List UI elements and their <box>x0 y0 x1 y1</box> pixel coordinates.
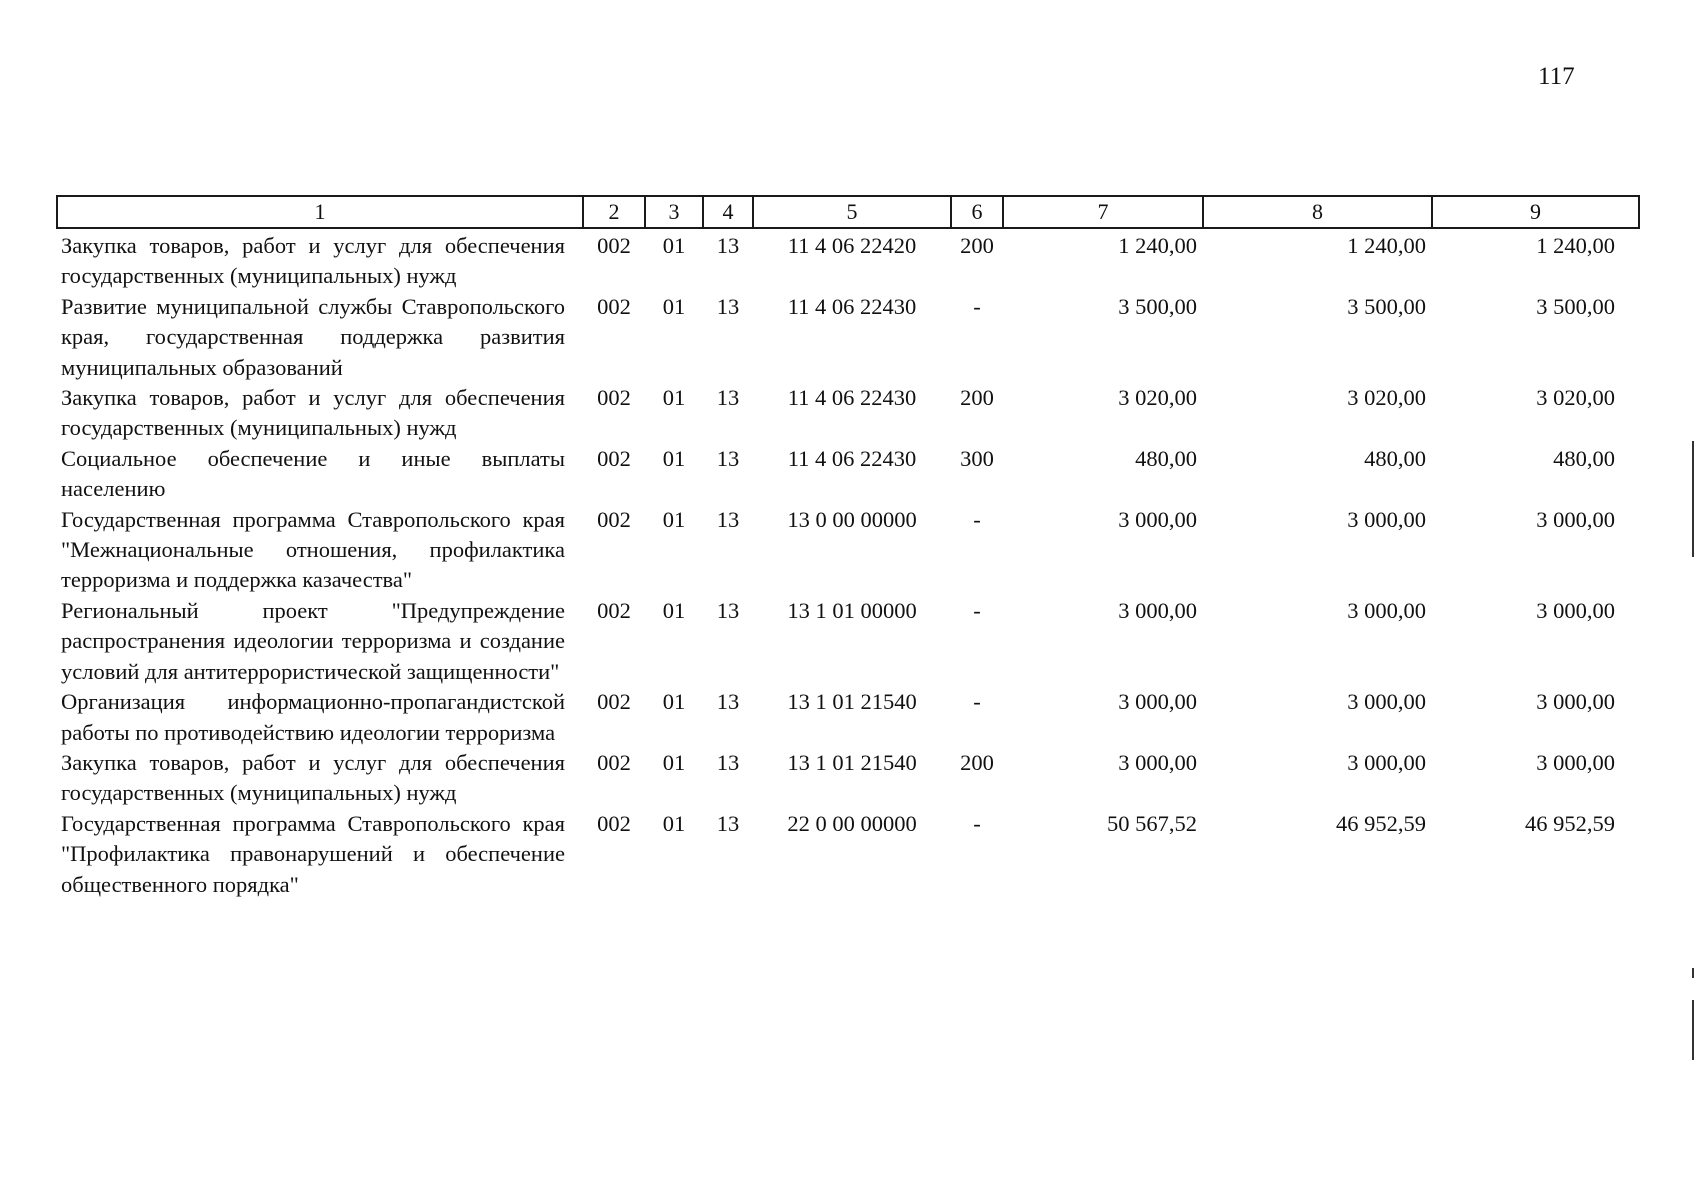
amount-col-8: 3 000,00 <box>1347 597 1426 623</box>
amount-col-7: 3 000,00 <box>1118 749 1197 775</box>
section-code: 01 <box>662 293 686 319</box>
expense-type-code: 200 <box>960 385 994 411</box>
ministry-code: 002 <box>597 293 631 319</box>
expense-type-code: - <box>973 597 981 623</box>
ministry-code: 002 <box>597 689 631 715</box>
column-header-2: 2 <box>583 196 645 228</box>
amount-col-7: 480,00 <box>1135 445 1197 471</box>
scan-edge-mark <box>1692 968 1694 978</box>
scan-edge-mark <box>1692 533 1694 557</box>
amount-col-8: 46 952,59 <box>1336 810 1426 836</box>
section-code: 01 <box>662 445 686 471</box>
scan-edge-mark <box>1692 1000 1694 1060</box>
expense-type-code: 200 <box>960 233 994 258</box>
target-article-code: 11 4 06 22430 <box>787 293 917 319</box>
subsection-code: 13 <box>716 506 740 532</box>
ministry-code: 002 <box>597 233 631 258</box>
ministry-code: 002 <box>597 445 631 471</box>
subsection-code: 13 <box>716 385 740 411</box>
amount-col-7: 3 000,00 <box>1118 689 1197 715</box>
target-article-code: 11 4 06 22420 <box>787 233 917 258</box>
amount-col-9: 3 000,00 <box>1536 689 1615 715</box>
ministry-code: 002 <box>597 810 631 836</box>
amount-col-7: 3 000,00 <box>1118 506 1197 532</box>
expense-type-code: 200 <box>960 749 994 775</box>
table-row <box>57 687 1639 748</box>
amount-col-9: 46 952,59 <box>1525 810 1615 836</box>
amount-col-8: 3 000,00 <box>1347 506 1426 532</box>
section-code: 01 <box>662 385 686 411</box>
expense-type-code: 300 <box>960 445 994 471</box>
subsection-code: 13 <box>716 749 740 775</box>
target-article-code: 11 4 06 22430 <box>787 385 917 411</box>
amount-col-8: 3 020,00 <box>1347 385 1426 411</box>
expense-type-code: - <box>973 689 981 715</box>
row-name: Организация информационно-пропагандистской работы по противодействию идеологии терроризма <box>61 689 565 745</box>
section-code: 01 <box>662 689 686 715</box>
ministry-code: 002 <box>597 385 631 411</box>
row-name: Государственная программа Ставропольского края "Межнациональные отношения, профилактика терроризма и поддержка казачества" <box>61 506 565 593</box>
table-row <box>57 228 1639 292</box>
section-code: 01 <box>662 749 686 775</box>
target-article-code: 22 0 00 00000 <box>787 810 917 836</box>
table-body <box>57 228 1639 900</box>
column-header-6: 6 <box>951 196 1003 228</box>
row-name: Государственная программа Ставропольского края "Профилактика правонарушений и обеспечение общественного порядка" <box>61 810 565 897</box>
expense-type-code: - <box>973 506 981 532</box>
amount-col-9: 480,00 <box>1553 445 1615 471</box>
subsection-code: 13 <box>716 233 740 258</box>
scan-edge-mark <box>1692 441 1694 533</box>
table-row <box>57 809 1639 900</box>
ministry-code: 002 <box>597 749 631 775</box>
row-name: Закупка товаров, работ и услуг для обеспечения государственных (муниципальных) нужд <box>61 385 565 441</box>
row-name: Закупка товаров, работ и услуг для обеспечения государственных (муниципальных) нужд <box>61 749 565 806</box>
subsection-code: 13 <box>716 810 740 836</box>
subsection-code: 13 <box>716 689 740 715</box>
expense-type-code: - <box>973 293 981 319</box>
table-row <box>57 505 1639 596</box>
row-name: Социальное обеспечение и иные выплаты населению <box>61 445 565 502</box>
table-row <box>57 383 1639 444</box>
amount-col-9: 3 020,00 <box>1536 385 1615 411</box>
amount-col-8: 3 000,00 <box>1347 749 1426 775</box>
page-number: 117 <box>1538 63 1575 90</box>
amount-col-8: 1 240,00 <box>1347 233 1426 258</box>
amount-col-7: 3 000,00 <box>1118 597 1197 623</box>
column-header-5: 5 <box>753 196 951 228</box>
subsection-code: 13 <box>716 293 740 319</box>
amount-col-9: 3 000,00 <box>1536 749 1615 775</box>
ministry-code: 002 <box>597 597 631 623</box>
column-header-9: 9 <box>1432 196 1639 228</box>
amount-col-9: 1 240,00 <box>1536 233 1615 258</box>
target-article-code: 11 4 06 22430 <box>787 445 917 471</box>
column-header-4: 4 <box>703 196 753 228</box>
row-name: Развитие муниципальной службы Ставропольского края, государственная поддержка развития муниципальных образований <box>61 293 565 380</box>
amount-col-9: 3 000,00 <box>1536 597 1615 623</box>
amount-col-8: 3 000,00 <box>1347 689 1426 715</box>
subsection-code: 13 <box>716 445 740 471</box>
subsection-code: 13 <box>716 597 740 623</box>
expense-type-code: - <box>973 810 981 836</box>
table-row <box>57 748 1639 809</box>
amount-col-8: 480,00 <box>1364 445 1426 471</box>
column-header-7: 7 <box>1003 196 1203 228</box>
amount-col-7: 3 500,00 <box>1118 293 1197 319</box>
ministry-code: 002 <box>597 506 631 532</box>
target-article-code: 13 0 00 00000 <box>787 506 917 532</box>
row-name: Закупка товаров, работ и услуг для обеспечения государственных (муниципальных) нужд <box>61 233 565 289</box>
amount-col-8: 3 500,00 <box>1347 293 1426 319</box>
section-code: 01 <box>662 597 686 623</box>
budget-table-container <box>56 195 1638 900</box>
target-article-code: 13 1 01 21540 <box>787 689 917 715</box>
row-name: Региональный проект "Предупреждение распространения идеологии терроризма и создание условий для антитеррористической защищенности" <box>61 597 565 684</box>
table-row <box>57 596 1639 687</box>
table-row <box>57 292 1639 383</box>
column-header-3: 3 <box>645 196 703 228</box>
section-code: 01 <box>662 810 686 836</box>
target-article-code: 13 1 01 00000 <box>787 597 917 623</box>
budget-table <box>56 195 1640 900</box>
column-header-8: 8 <box>1203 196 1432 228</box>
section-code: 01 <box>662 506 686 532</box>
amount-col-9: 3 000,00 <box>1536 506 1615 532</box>
amount-col-7: 1 240,00 <box>1118 233 1197 258</box>
target-article-code: 13 1 01 21540 <box>787 749 917 775</box>
header-row <box>57 196 1639 228</box>
table-row <box>57 444 1639 505</box>
amount-col-9: 3 500,00 <box>1536 293 1615 319</box>
column-header-1: 1 <box>57 196 583 228</box>
section-code: 01 <box>662 233 686 258</box>
amount-col-7: 50 567,52 <box>1107 810 1197 836</box>
amount-col-7: 3 020,00 <box>1118 385 1197 411</box>
